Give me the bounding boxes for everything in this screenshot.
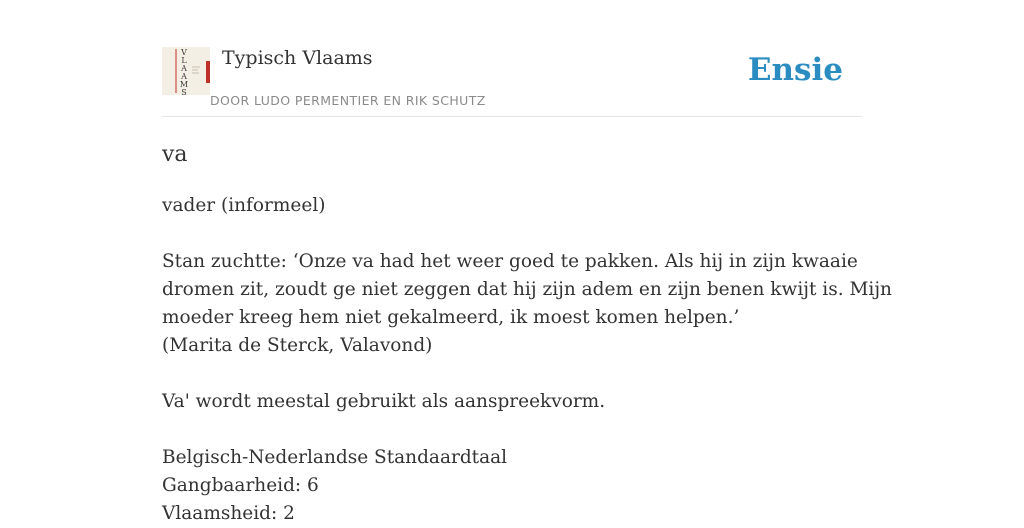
page bbox=[162, 0, 892, 524]
vlaamsheid-rating: Vlaamsheid: 2 bbox=[162, 503, 295, 524]
quote-line: Stan zuchtte: ‘Onze va had het weer goed te pakken. Als hij in zijn kwaaie bbox=[162, 251, 858, 272]
spacer bbox=[162, 360, 862, 388]
header bbox=[162, 44, 862, 117]
spacer bbox=[162, 220, 862, 248]
cover-letter: A bbox=[181, 64, 187, 73]
language-register: Belgisch-Nederlandse Standaardtaal bbox=[162, 447, 508, 468]
ensie-logo-link[interactable]: Ensie bbox=[747, 52, 843, 88]
book-authors: DOOR LUDO PERMENTIER EN RIK SCHUTZ bbox=[210, 93, 486, 108]
quote-source: (Marita de Sterck, Valavond) bbox=[162, 335, 433, 356]
cover-letter: S bbox=[181, 88, 187, 97]
usage-note: Va' wordt meestal gebruikt als aanspreekvorm. bbox=[162, 391, 606, 412]
entry-body bbox=[162, 192, 892, 528]
cover-letter: A bbox=[181, 72, 187, 81]
cover-letter: L bbox=[181, 56, 187, 65]
entry-definition: vader (informeel) bbox=[162, 195, 326, 216]
spacer bbox=[162, 416, 862, 444]
cover-letter: V bbox=[181, 48, 187, 57]
quote-line: dromen zit, zoudt ge niet zeggen dat hij zijn adem en zijn benen kwijt is. Mijn bbox=[162, 279, 892, 300]
cover-letter: M bbox=[179, 80, 189, 89]
book-title[interactable]: Typisch Vlaams bbox=[222, 47, 373, 69]
entry-headword: va bbox=[162, 142, 188, 167]
book-cover-thumbnail[interactable] bbox=[162, 47, 210, 95]
gangbaarheid-rating: Gangbaarheid: 6 bbox=[162, 475, 319, 496]
cover-red-edge bbox=[206, 61, 210, 83]
quote-line: moeder kreeg hem niet gekalmeerd, ik moest komen helpen.’ bbox=[162, 307, 740, 328]
book-cover-art bbox=[162, 47, 210, 95]
